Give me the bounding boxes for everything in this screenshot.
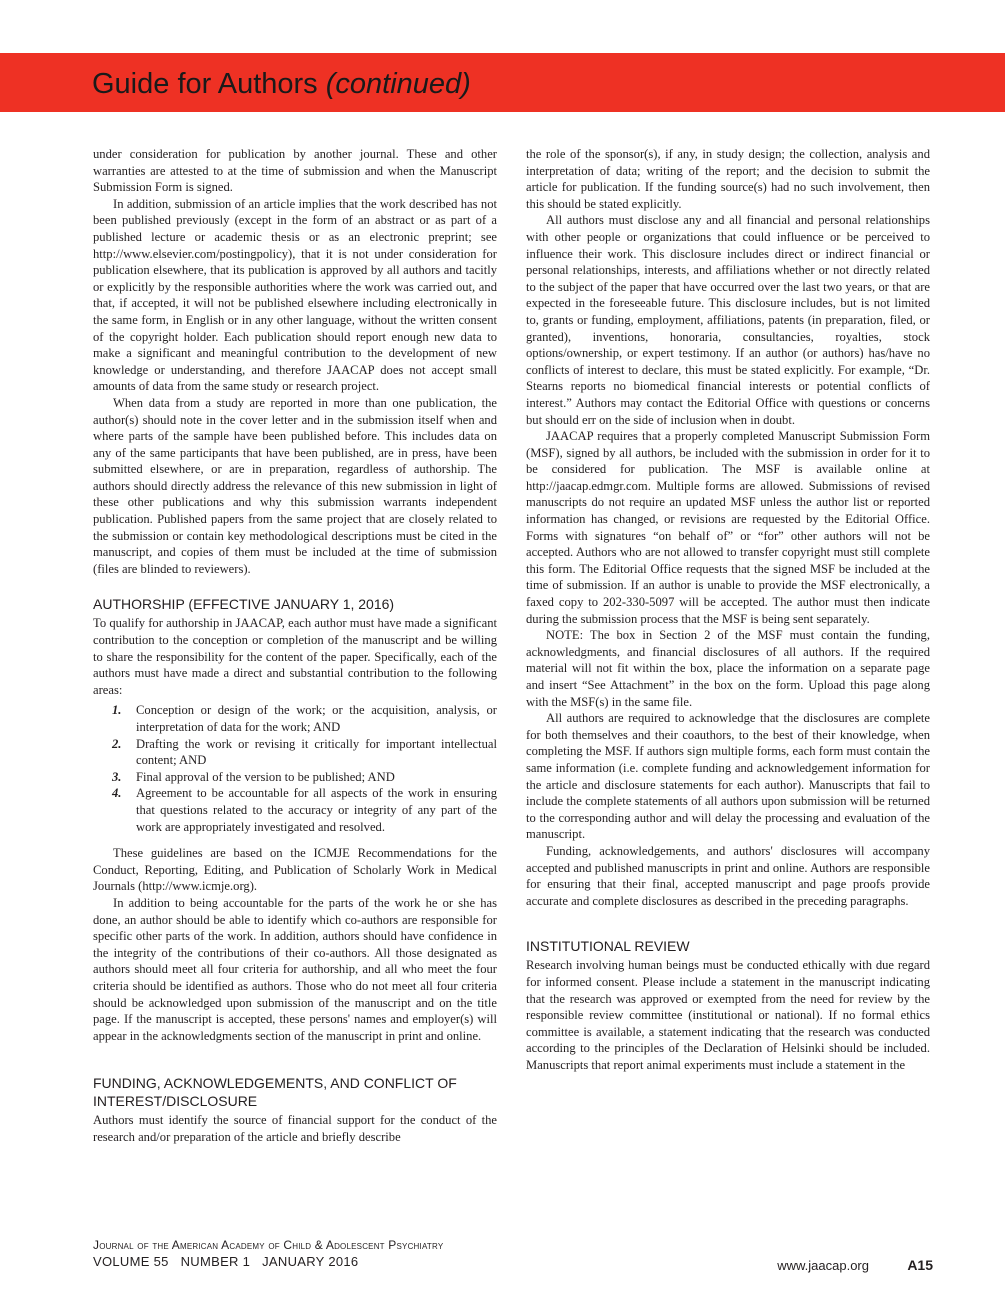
paragraph: In addition to being accountable for the parts of the work he or she has done, an author should be able to identify which co-authors are responsible for specific other parts of the work. In addition, authors should have confidence in the integrity of the contributions of their co-authors. All those designated as authors should meet all four criteria for authorship, and all who meet the four criteria should be identified as authors. Those who do not meet all four criteria should be acknowledged upon submission of the manuscript and on the title page. If the manuscript is accepted, these persons' names and employer(s) will appear in the acknowledgments section of the manuscript in print and online. bbox=[93, 895, 497, 1043]
title-main: Guide for Authors bbox=[92, 68, 318, 100]
volume: VOLUME 55 bbox=[93, 1254, 169, 1269]
paragraph: NOTE: The box in Section 2 of the MSF must contain the funding, acknowledgments, and financial disclosures of all authors. If the required material will not fit within the box, place the information on a separate page and insert “See Attachment” in the box on the form. Upload this page along with the MSF(s) in the same file. bbox=[526, 628, 930, 709]
list-item bbox=[93, 785, 497, 835]
section-heading-institutional-review: INSTITUTIONAL REVIEW bbox=[526, 938, 690, 955]
paragraph: the role of the sponsor(s), if any, in study design; the collection, analysis and interpretation of data; writing of the report; and the decision to submit the article for publication. If the funding source(s) had no such involvement, then this should be stated explicitly. bbox=[526, 147, 930, 211]
list-number: 2. bbox=[112, 736, 122, 751]
criteria-list bbox=[93, 702, 497, 835]
right-column bbox=[526, 146, 930, 1073]
paragraph: Funding, acknowledgements, and authors' disclosures will accompany accepted and published manuscripts in print and online. Authors are responsible for ensuring that their final, accepted manuscript and page proofs provide accurate and complete disclosures as described in the preceding paragraphs. bbox=[526, 843, 930, 908]
list-number: 1. bbox=[112, 703, 122, 718]
page-number: A15 bbox=[907, 1257, 933, 1273]
list-item bbox=[93, 736, 497, 769]
section-heading-funding: FUNDING, ACKNOWLEDGEMENTS, AND CONFLICT OF INTEREST/DISCLOSURE bbox=[93, 1075, 457, 1110]
issue-number: NUMBER 1 bbox=[180, 1254, 251, 1269]
journal-website-link[interactable]: www.jaacap.org bbox=[777, 1258, 869, 1273]
paragraph: Authors must identify the source of financial support for the conduct of the research and/or preparation of the article and briefly describe bbox=[93, 1113, 497, 1144]
list-text: Conception or design of the work; or the acquisition, analysis, or interpretation of data for the work; AND bbox=[136, 703, 497, 734]
paragraph: When data from a study are reported in more than one publication, the author(s) should note in the cover letter and in the submission itself when and where parts of the sample have been published before. This includes data on any of the same participants that have been published, are in press, have been submitted elsewhere, or are in preparation, regardless of authorship. The authors should directly address the relevance of this new submission in light of these other publications and why this submission warrants independent publication. Published papers from the same project that are closely related to the submission or contain key methodological descriptions must be cited in the manuscript, and copies of them must be included at the time of submission (files are blinded to reviewers). bbox=[93, 395, 497, 576]
left-column bbox=[93, 146, 497, 1145]
list-text: Agreement to be accountable for all aspects of the work in ensuring that questions related to the accuracy or integrity of any part of the work are appropriately investigated and resolved. bbox=[136, 786, 497, 834]
paragraph: Research involving human beings must be conducted ethically with due regard for informed consent. Please include a statement in the manuscript indicating that the research was approved or exempted from the need for review by the responsible review committee (institutional or national). If no formal ethics committee is available, a statement indicating that the research was conducted according to the principles of the Declaration of Helsinki should be included. Manuscripts that report animal experiments must include a statement in the bbox=[526, 958, 930, 1072]
list-number: 3. bbox=[112, 769, 122, 784]
paragraph: In addition, submission of an article implies that the work described has not been published previously (except in the form of an abstract or as part of a published lecture or academic thesis or as an electronic preprint; see http://www.elsevier.com/postingpolicy), that it is not under consideration for publication elsewhere, that its publication is approved by all authors and tacitly or explicitly by the responsible authorities where the work was carried out, and that, if accepted, it will not be published elsewhere including electronically in the same form, in English or in any other language, without the written consent of the copyright holder. Each publication should report enough new data to make a significant and meaningful contribution to the development of new knowledge or understanding, and therefore JAACAP does not accept small amounts of data from the same study or research project. bbox=[93, 196, 497, 394]
paragraph: All authors must disclose any and all financial and personal relationships with other people or organizations that could influence or be perceived to influence their work. This disclosure includes direct or indirect financial or personal relationships, interests, and affiliations whether or not directly related to the subject of the paper that have occurred over the last two years, or that are expected in the foreseeable future. This disclosure includes, but is not limited to, grants or funding, employment, affiliations, patents (in preparation, filed, or granted), inventions, honoraria, consultancies, royalties, stock options/ownership, or expert testimony. If an author (or authors) has/have no conflicts of interest to declare, this must be stated explicitly. For example, “Dr. Stearns reports no biomedical financial interests or potential conflicts of interest.” Authors may contact the Editorial Office with questions or concerns but should err on the side of inclusion when in doubt. bbox=[526, 213, 930, 427]
issue-date: JANUARY 2016 bbox=[262, 1254, 359, 1269]
journal-name: Journal of the American Academy of Child & Adolescent Psychiatry bbox=[93, 1238, 444, 1252]
header-banner bbox=[0, 53, 1005, 112]
paragraph: All authors are required to acknowledge that the disclosures are complete for both themselves and their coauthors, to the best of their knowledge, when completing the MSF. If authors sign multiple forms, each form must contain the same information (i.e. complete funding and acknowledgement information for the article and disclosure statements for each author). Manuscripts that fail to include the complete statements of all authors upon submission will be returned to the corresponding author and will delay the processing and evaluation of the manuscript. bbox=[526, 711, 930, 842]
list-item bbox=[93, 769, 497, 786]
paragraph: under consideration for publication by another journal. These and other warranties are attested to at the time of submission and when the Manuscript Submission Form is signed. bbox=[93, 147, 497, 195]
paragraph: These guidelines are based on the ICMJE Recommendations for the Conduct, Reporting, Editing, and Publication of Scholarly Work in Medical Journals (http://www.icmje.org). bbox=[93, 846, 497, 894]
page-title bbox=[92, 69, 471, 101]
list-text: Drafting the work or revising it critically for important intellectual content; AND bbox=[136, 736, 497, 768]
list-text: Final approval of the version to be published; AND bbox=[136, 769, 395, 784]
list-number: 4. bbox=[112, 786, 122, 801]
list-item bbox=[93, 702, 497, 735]
paragraph: To qualify for authorship in JAACAP, each author must have made a significant contribution to the conception or completion of the manuscript and be willing to share the responsibility for the content of the paper. Specifically, each of the authors must have made a direct and substantial contribution to the following areas: bbox=[93, 616, 497, 697]
page-footer bbox=[93, 1238, 933, 1271]
title-continued: (continued) bbox=[325, 68, 471, 100]
section-heading-authorship: AUTHORSHIP (EFFECTIVE JANUARY 1, 2016) bbox=[93, 596, 395, 613]
paragraph: JAACAP requires that a properly completed Manuscript Submission Form (MSF), signed by all authors, be included with the submission in order for it to be considered for publication. The MSF is available online at http://jaacap.edmgr.com. Multiple forms are allowed. Submissions of revised manuscripts do not require an updated MSF unless the author list or reported information has changed, or revisions are requested by the Editorial Office. Forms with signatures “on behalf of” or “for” other authors will not be accepted. Authors who are not allowed to transfer copyright must still complete this form. The Editorial Office requests that the signed MSF be included at the time of submission. If an author is unable to provide the MSF electronically, a faxed copy to 202-330-5097 will be accepted. The author must then indicate during the submission process that the MSF is being sent separately. bbox=[526, 429, 930, 626]
